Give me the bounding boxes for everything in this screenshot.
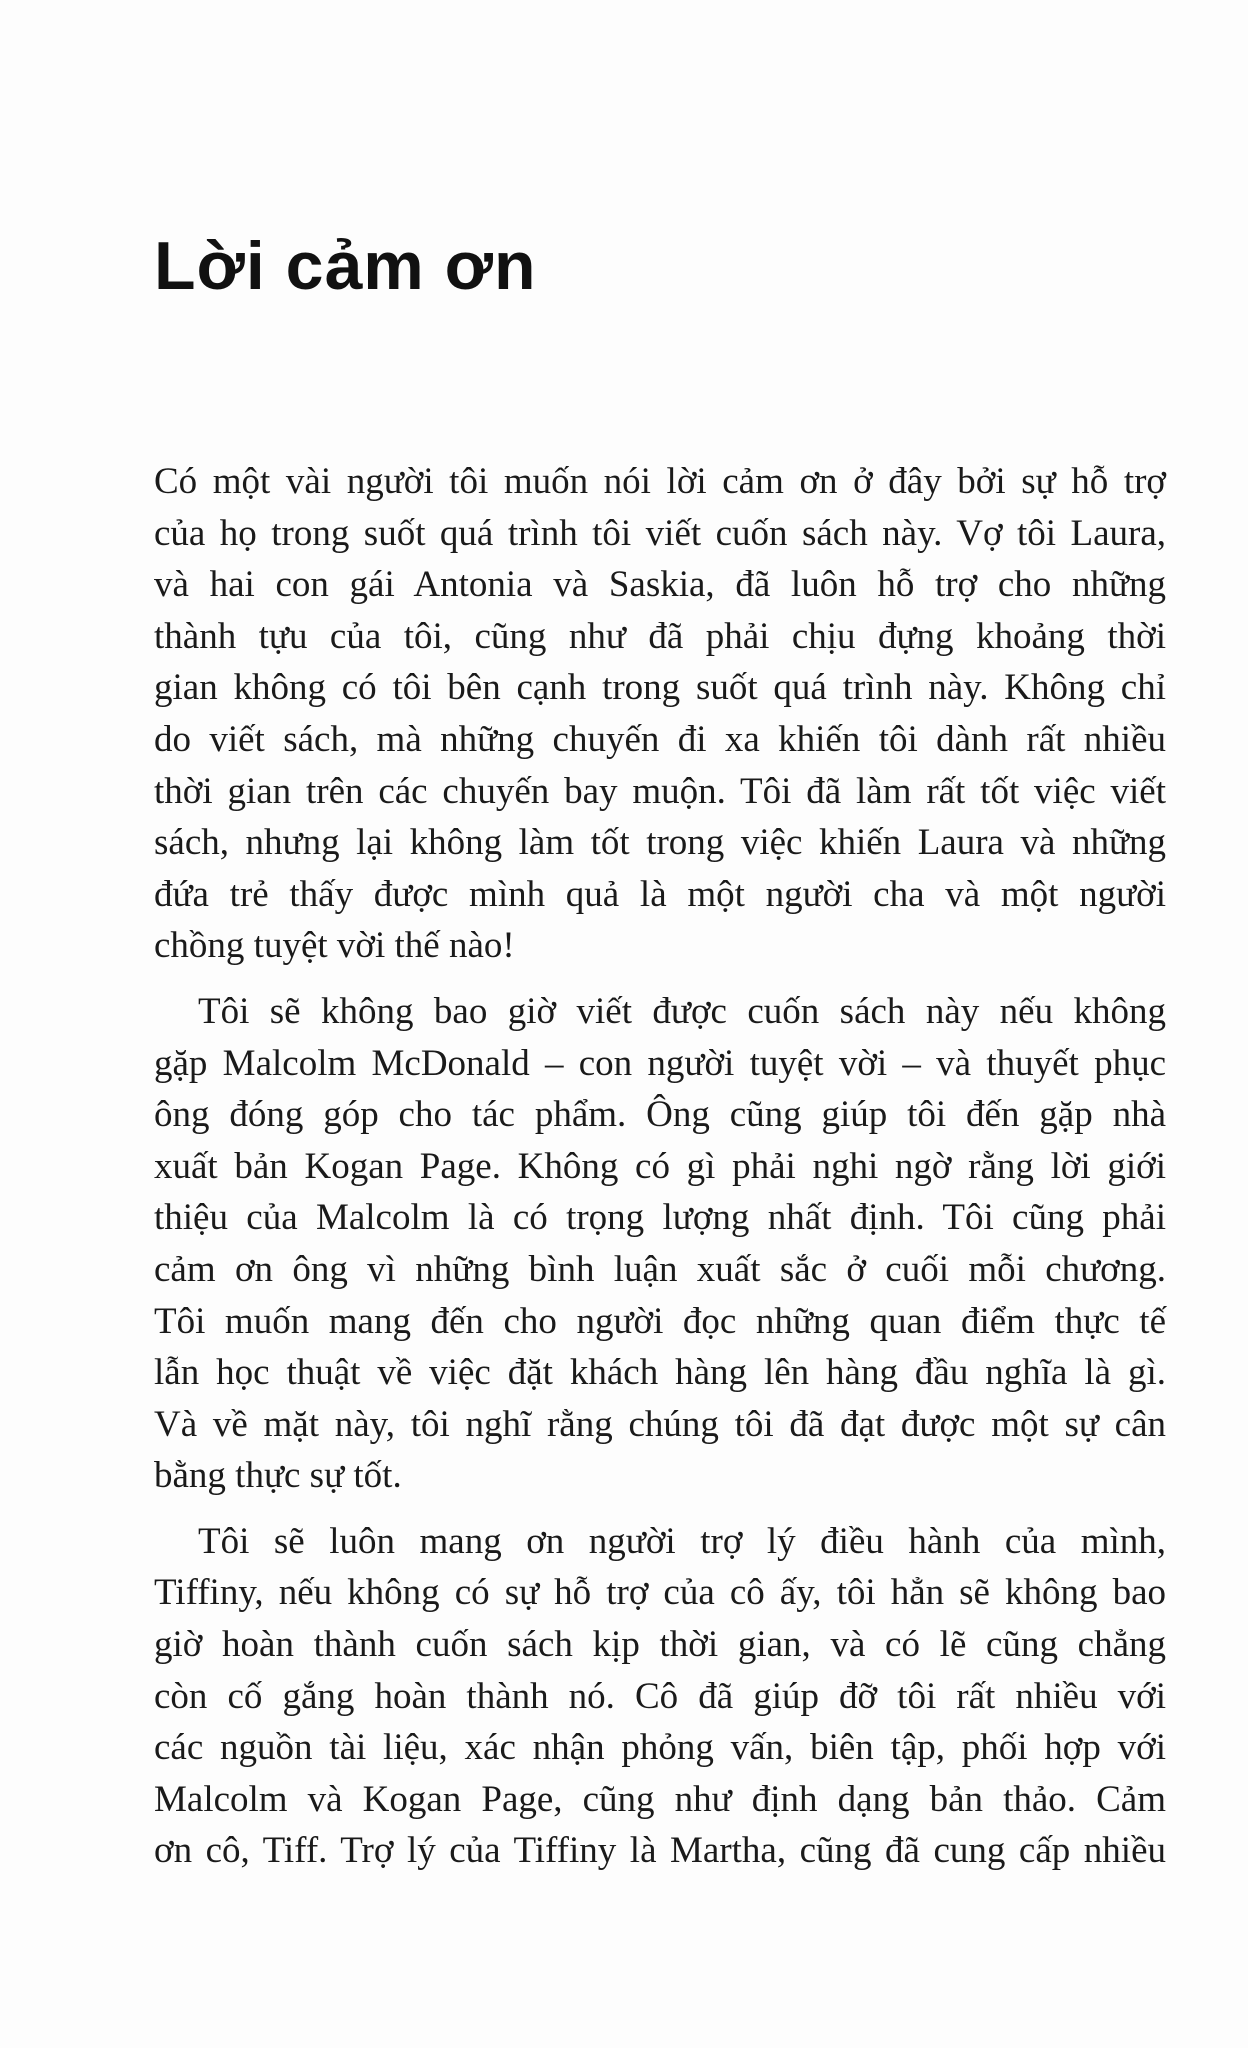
text-line: thiệu của Malcolm là có trọng lượng nhất định. Tôi cũng phải — [154, 1197, 1166, 1239]
text-line: thời gian trên các chuyến bay muộn. Tôi đã làm rất tốt việc viết — [154, 770, 1166, 812]
text-line: giờ hoàn thành cuốn sách kịp thời gian, và có lẽ cũng chẳng — [154, 1624, 1166, 1666]
text-line: Tôi sẽ luôn mang ơn người trợ lý điều hành của mình, — [198, 1520, 1166, 1562]
text-line: chồng tuyệt vời thế nào! — [154, 925, 515, 967]
text-line: Malcolm và Kogan Page, cũng như định dạng bản thảo. Cảm — [154, 1778, 1166, 1820]
text-line: ơn cô, Tiff. Trợ lý của Tiffiny là Martha, cũng đã cung cấp nhiều — [154, 1830, 1166, 1872]
paragraph-3 — [154, 1516, 1166, 1877]
text-line: các nguồn tài liệu, xác nhận phỏng vấn, biên tập, phối hợp với — [154, 1727, 1166, 1769]
text-line: của họ trong suốt quá trình tôi viết cuốn sách này. Vợ tôi Laura, — [154, 512, 1166, 554]
text-line: còn cố gắng hoàn thành nó. Cô đã giúp đỡ tôi rất nhiều với — [154, 1675, 1166, 1717]
text-line: do viết sách, mà những chuyến đi xa khiến tôi dành rất nhiều — [154, 718, 1166, 760]
text-line: cảm ơn ông vì những bình luận xuất sắc ở cuối mỗi chương. — [154, 1248, 1166, 1290]
paragraph-2 — [154, 986, 1166, 1502]
text-line: gặp Malcolm McDonald – con người tuyệt vời – và thuyết phục — [154, 1042, 1166, 1084]
text-line: Có một vài người tôi muốn nói lời cảm ơn ở đây bởi sự hỗ trợ — [154, 461, 1166, 502]
text-line: gian không có tôi bên cạnh trong suốt quá trình này. Không chỉ — [154, 667, 1166, 709]
text-line: bằng thực sự tốt. — [154, 1455, 402, 1497]
text-line: đứa trẻ thấy được mình quả là một người cha và một người — [154, 873, 1166, 915]
text-line: Và về mặt này, tôi nghĩ rằng chúng tôi đã đạt được một sự cân — [154, 1403, 1166, 1445]
text-line: Tiffiny, nếu không có sự hỗ trợ của cô ấy, tôi hẳn sẽ không bao — [154, 1572, 1166, 1614]
text-line: thành tựu của tôi, cũng như đã phải chịu đựng khoảng thời — [154, 615, 1166, 657]
text-line: sách, nhưng lại không làm tốt trong việc khiến Laura và những — [154, 822, 1166, 864]
text-line: Tôi muốn mang đến cho người đọc những quan điểm thực tế — [154, 1300, 1166, 1342]
body-text — [154, 456, 1166, 1877]
page-title: Lời cảm ơn — [154, 228, 537, 304]
text-line: Tôi sẽ không bao giờ viết được cuốn sách này nếu không — [198, 990, 1166, 1032]
text-line: lẫn học thuật về việc đặt khách hàng lên hàng đầu nghĩa là gì. — [154, 1352, 1166, 1394]
text-line: xuất bản Kogan Page. Không có gì phải nghi ngờ rằng lời giới — [154, 1145, 1166, 1187]
paragraph-1 — [154, 456, 1166, 972]
text-line: và hai con gái Antonia và Saskia, đã luôn hỗ trợ cho những — [154, 564, 1166, 606]
text-line: ông đóng góp cho tác phẩm. Ông cũng giúp tôi đến gặp nhà — [154, 1094, 1166, 1136]
